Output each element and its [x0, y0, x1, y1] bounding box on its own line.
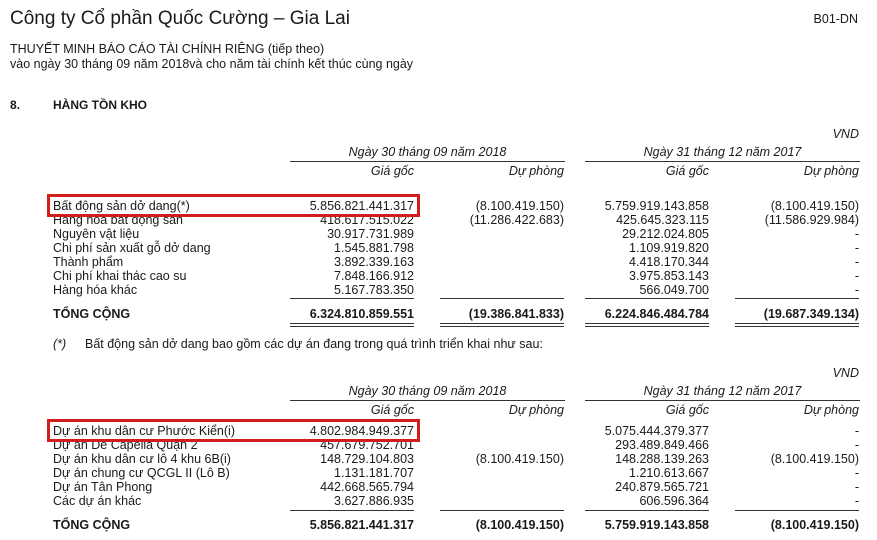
total-rule: [440, 510, 564, 511]
table-row-label: Chi phí sản xuất gỗ dở dang: [53, 241, 211, 255]
table-cell: -: [854, 269, 859, 283]
table-cell: 425.645.323.115: [616, 213, 709, 227]
table-cell: -: [854, 255, 859, 269]
table-cell: 566.049.700: [639, 283, 709, 297]
column-header-cost: Giá gốc: [370, 403, 414, 417]
table-cell: 1.210.613.667: [629, 466, 709, 480]
table-row-label: Nguyên vật liệu: [53, 227, 140, 241]
table-cell: (8.100.419.150): [475, 199, 564, 213]
table-cell: -: [854, 241, 859, 255]
double-rule: [585, 326, 709, 327]
table-cell: 4.418.170.344: [629, 255, 709, 269]
table-cell: 1.109.919.820: [629, 241, 709, 255]
table-cell: 3.892.339.163: [334, 255, 414, 269]
table-row-label: Các dự án khác: [53, 494, 142, 508]
column-header-provision: Dự phòng: [508, 403, 564, 417]
total-cell: 6.224.846.484.784: [604, 307, 709, 321]
total-rule: [735, 298, 859, 299]
table-row-label: Thành phẩm: [53, 255, 124, 269]
table-cell: 5.075.444.379.377: [604, 424, 709, 438]
table-cell: 7.848.166.912: [334, 269, 414, 283]
header-rule: [290, 400, 565, 401]
period-header-2017: Ngày 31 tháng 12 năm 2017: [643, 145, 802, 159]
period-header-2018: Ngày 30 tháng 09 năm 2018: [348, 145, 507, 159]
currency-label: VND: [832, 127, 859, 141]
table-row-label: Bất động sản dở dang(*): [53, 199, 190, 213]
table-cell: 293.489.849.466: [615, 438, 709, 452]
table-row-label: Dự án chung cư QCGL II (Lô B): [53, 466, 230, 480]
double-rule: [440, 326, 564, 327]
table-cell: 1.545.881.798: [334, 241, 414, 255]
table-cell: 442.668.565.794: [320, 480, 414, 494]
double-rule: [735, 326, 859, 327]
total-rule: [290, 510, 414, 511]
note-text: Bất động sản dở dang bao gồm các dự án đang trong quá trình triển khai như sau:: [85, 337, 543, 351]
table-cell: -: [854, 466, 859, 480]
section-number: 8.: [10, 98, 21, 112]
table-cell: 457.679.752.701: [320, 438, 414, 452]
table-cell: 148.729.104.803: [320, 452, 414, 466]
table-cell: -: [854, 480, 859, 494]
table-cell: 3.975.853.143: [629, 269, 709, 283]
table-cell: (8.100.419.150): [475, 452, 564, 466]
total-cell: 6.324.810.859.551: [309, 307, 414, 321]
table-row-label: Dự án khu dân cư Phước Kiển(i): [53, 424, 235, 438]
total-label: TỔNG CỘNG: [53, 307, 131, 321]
total-rule: [585, 510, 709, 511]
double-rule: [290, 326, 414, 327]
document-title: THUYẾT MINH BÁO CÁO TÀI CHÍNH RIÊNG (tiếp theo): [10, 42, 325, 56]
table-cell: 5.856.821.441.317: [309, 199, 414, 213]
table-row-label: Dự án khu dân cư lô 4 khu 6B(i): [53, 452, 231, 466]
double-rule: [440, 323, 564, 324]
currency-label: VND: [832, 366, 859, 380]
table-cell: 418.617.515.022: [320, 213, 414, 227]
table-cell: 5.167.783.350: [334, 283, 414, 297]
period-header-2017: Ngày 31 tháng 12 năm 2017: [643, 384, 802, 398]
table-cell: 29.212.024.805: [622, 227, 709, 241]
table-row-label: Hàng hóa khác: [53, 283, 138, 297]
document-period: vào ngày 30 tháng 09 năm 2018và cho năm tài chính kết thúc cùng ngày: [10, 57, 414, 71]
column-header-provision: Dự phòng: [803, 164, 859, 178]
total-cell: (8.100.419.150): [770, 518, 859, 532]
header-rule: [290, 161, 565, 162]
total-cell: (19.386.841.833): [468, 307, 564, 321]
table-cell: (8.100.419.150): [770, 452, 859, 466]
column-header-cost: Giá gốc: [665, 403, 709, 417]
table-cell: 5.759.919.143.858: [604, 199, 709, 213]
total-rule: [290, 298, 414, 299]
column-header-cost: Giá gốc: [370, 164, 414, 178]
column-header-provision: Dự phòng: [803, 403, 859, 417]
table-row-label: Hàng hóa bất động sản: [53, 213, 183, 227]
header-rule: [585, 400, 860, 401]
total-label: TỔNG CỘNG: [53, 518, 131, 532]
double-rule: [735, 323, 859, 324]
table-cell: (8.100.419.150): [770, 199, 859, 213]
total-cell: (19.687.349.134): [763, 307, 859, 321]
table-cell: 240.879.565.721: [615, 480, 709, 494]
double-rule: [585, 323, 709, 324]
form-code: B01-DN: [813, 12, 858, 26]
total-rule: [735, 510, 859, 511]
table-row-label: Chi phí khai thác cao su: [53, 269, 187, 283]
section-title: HÀNG TỒN KHO: [53, 98, 147, 112]
table-cell: (11.586.929.984): [764, 213, 859, 227]
table-cell: -: [854, 438, 859, 452]
table-cell: -: [854, 283, 859, 297]
table-cell: 1.131.181.707: [334, 466, 414, 480]
table-cell: (11.286.422.683): [469, 213, 564, 227]
table-cell: -: [854, 424, 859, 438]
period-header-2018: Ngày 30 tháng 09 năm 2018: [348, 384, 507, 398]
total-cell: (8.100.419.150): [475, 518, 564, 532]
column-header-provision: Dự phòng: [508, 164, 564, 178]
table-cell: -: [854, 227, 859, 241]
table-cell: 4.802.984.949.377: [309, 424, 414, 438]
total-cell: 5.759.919.143.858: [604, 518, 709, 532]
note-marker: (*): [53, 337, 67, 351]
table-cell: -: [854, 494, 859, 508]
header-rule: [585, 161, 860, 162]
total-rule: [585, 298, 709, 299]
column-header-cost: Giá gốc: [665, 164, 709, 178]
table-row-label: Dự án De Capella Quận 2: [53, 438, 198, 452]
table-cell: 30.917.731.989: [327, 227, 414, 241]
table-cell: 606.596.364: [639, 494, 709, 508]
double-rule: [290, 323, 414, 324]
total-rule: [440, 298, 564, 299]
highlight-box: [47, 194, 420, 217]
company-name: Công ty Cổ phần Quốc Cường – Gia Lai: [10, 8, 350, 29]
total-cell: 5.856.821.441.317: [309, 518, 414, 532]
highlight-box: [47, 419, 420, 442]
table-cell: 3.627.886.935: [334, 494, 414, 508]
table-row-label: Dự án Tân Phong: [53, 480, 153, 494]
table-cell: 148.288.139.263: [615, 452, 709, 466]
